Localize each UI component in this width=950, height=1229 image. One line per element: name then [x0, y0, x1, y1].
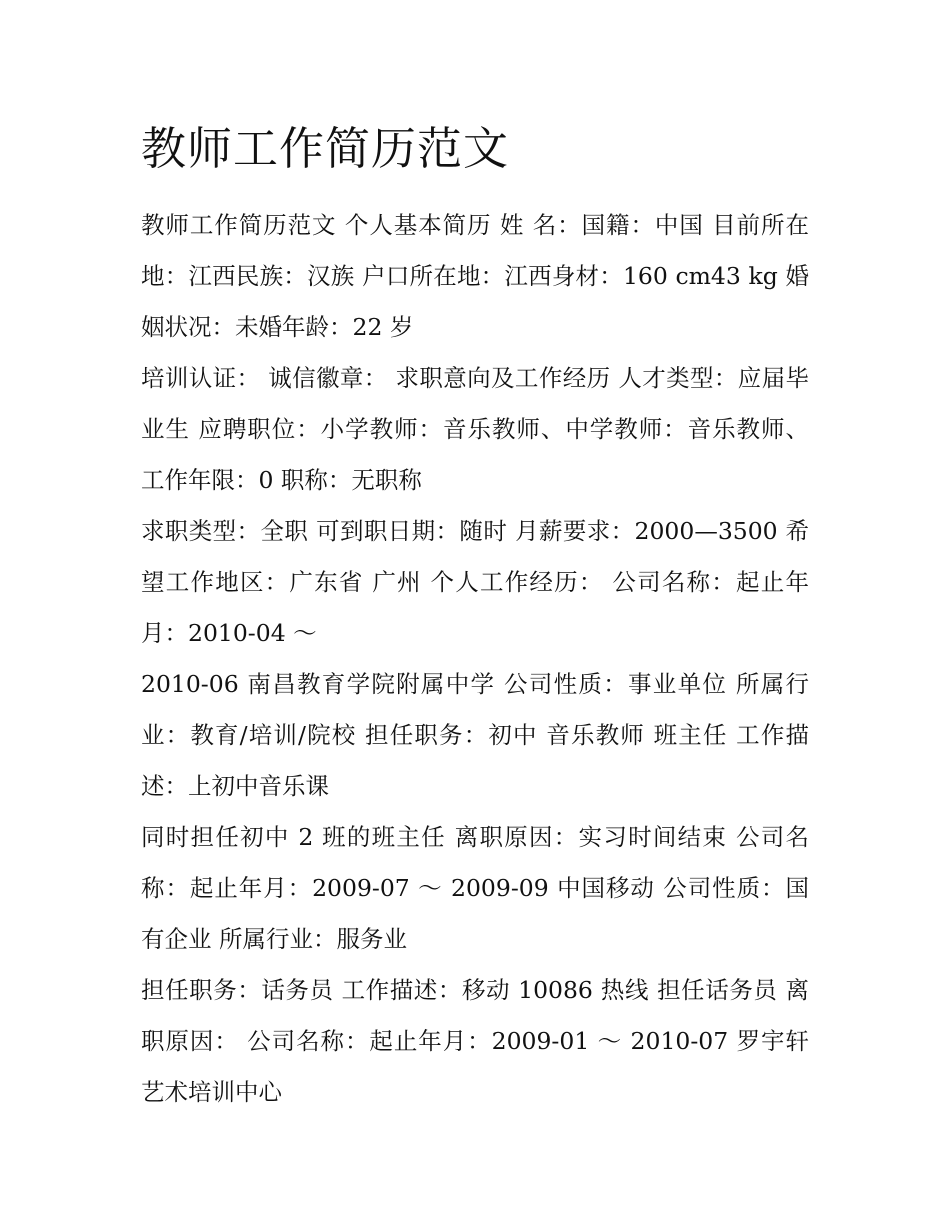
paragraph-work-experience-2: 同时担任初中 2 班的班主任 离职原因：实习时间结束 公司名称：起止年月：2009-07 ～ 2009-09 中国移动 公司性质：国有企业 所属行业：服务业 [141, 823, 809, 953]
document-page [141, 118, 809, 1118]
paragraph-certification-intent: 培训认证： 诚信徽章： 求职意向及工作经历 人才类型：应届毕业生 应聘职位：小学教师：音乐教师、中学教师：音乐教师、 工作年限：0 职称：无职称 [141, 364, 809, 494]
paragraph-basic-info: 教师工作简历范文 个人基本简历 姓 名：国籍：中国 目前所在地：江西民族：汉族 户口所在地：江西身材：160 cm43 kg 婚姻状况：未婚年龄：22 岁 [141, 211, 809, 341]
paragraph-work-experience-3: 担任职务：话务员 工作描述：移动 10086 热线 担任话务员 离职原因： 公司名称：起止年月：2009-01 ～ 2010-07 罗宇轩艺术培训中心 [141, 976, 809, 1106]
paragraph-work-experience-1: 2010-06 南昌教育学院附属中学 公司性质：事业单位 所属行业：教育/培训/院校 担任职务：初中 音乐教师 班主任 工作描述：上初中音乐课 [141, 670, 809, 800]
document-title: 教师工作简历范文 [141, 122, 510, 175]
paragraph-job-type: 求职类型：全职 可到职日期：随时 月薪要求：2000—3500 希望工作地区：广东省 广州 个人工作经历： 公司名称：起止年月：2010-04 ～ [141, 517, 809, 647]
